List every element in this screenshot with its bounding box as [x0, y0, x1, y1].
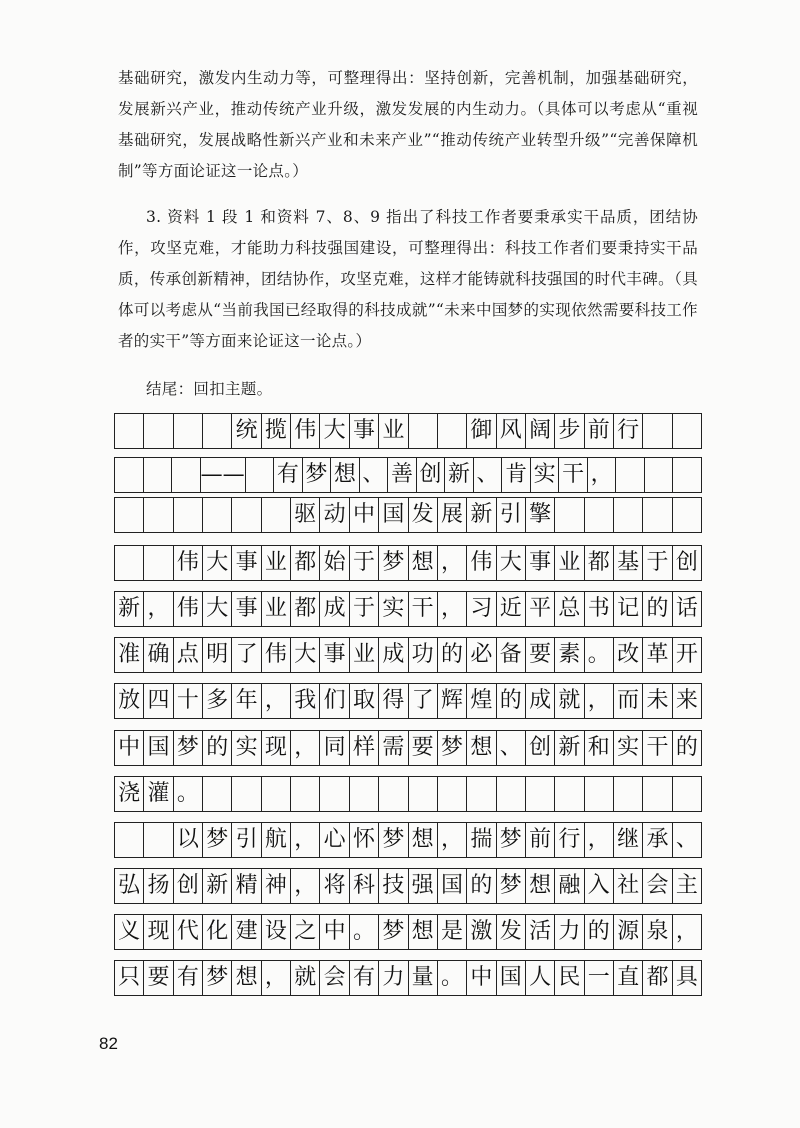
grid-cell: [409, 414, 438, 448]
grid-cell: [526, 777, 555, 811]
grid-cell: 国: [379, 498, 408, 532]
grid-cell: [673, 414, 702, 448]
grid-cell: [115, 823, 144, 857]
grid-row: [114, 730, 702, 766]
grid-cell: 引: [497, 498, 526, 532]
grid-row: [114, 545, 702, 581]
grid-cell: 灌: [144, 777, 173, 811]
grid-cell: 浇: [115, 777, 144, 811]
grid-cell: ，: [438, 546, 467, 580]
grid-cell: 梦: [379, 823, 408, 857]
grid-cell: 技: [379, 869, 408, 903]
grid-cell: [144, 414, 173, 448]
grid-cell: 动: [320, 498, 349, 532]
grid-cell: 想: [526, 869, 555, 903]
grid-cell: 的: [203, 731, 232, 765]
grid-cell: [144, 458, 173, 492]
grid-cell: 要: [409, 731, 438, 765]
grid-cell: 于: [350, 546, 379, 580]
grid-cell: 事: [232, 546, 261, 580]
grid-cell: 基: [614, 546, 643, 580]
grid-cell: 力: [379, 961, 408, 995]
grid-cell: ，: [291, 823, 320, 857]
grid-cell: 煌: [467, 684, 496, 718]
grid-cell: [585, 498, 614, 532]
grid-cell: 梦: [379, 915, 408, 949]
grid-cell: 习: [467, 592, 496, 626]
grid-cell: 中: [467, 961, 496, 995]
grid-cell: 想: [331, 458, 360, 492]
grid-cell: 大: [497, 546, 526, 580]
grid-row: [114, 637, 702, 673]
grid-cell: 想: [409, 823, 438, 857]
grid-cell: 想: [409, 546, 438, 580]
grid-cell: 了: [232, 638, 261, 672]
grid-cell: 。: [438, 961, 467, 995]
grid-cell: 业: [262, 546, 291, 580]
grid-row: [114, 497, 702, 533]
grid-cell: 成: [526, 684, 555, 718]
grid-cell: [616, 458, 645, 492]
grid-cell: 现: [262, 731, 291, 765]
grid-cell: 年: [232, 684, 261, 718]
grid-cell: 大: [291, 638, 320, 672]
grid-cell: 平: [526, 592, 555, 626]
grid-cell: 御: [467, 414, 496, 448]
paragraph-text: 基础研究，激发内生动力等，可整理得出：坚持创新，完善机制，加强基础研究，发展新兴产业，推动传统产业升级，激发发展的内生动力。（具体可以考虑从“重视基础研究，发展战略性新兴产业和未来产业”“推动传统产业转型升级”“完善保障机制”等方面论证这一论点。）: [118, 69, 698, 180]
grid-cell: 点: [174, 638, 203, 672]
grid-cell: 大: [320, 414, 349, 448]
grid-cell: 现: [144, 915, 173, 949]
grid-cell: 实: [232, 731, 261, 765]
grid-cell: 肯: [502, 458, 531, 492]
grid-cell: 事: [232, 592, 261, 626]
grid-cell: 神: [262, 869, 291, 903]
grid-cell: 四: [144, 684, 173, 718]
grid-cell: 都: [643, 961, 672, 995]
grid-cell: 梦: [438, 731, 467, 765]
grid-cell: [115, 546, 144, 580]
grid-cell: [144, 498, 173, 532]
grid-cell: 了: [409, 684, 438, 718]
grid-cell: 于: [350, 592, 379, 626]
grid-cell: 备: [497, 638, 526, 672]
grid-row: [114, 776, 702, 812]
grid-cell: 擎: [526, 498, 555, 532]
grid-cell: [643, 414, 672, 448]
grid-cell: 实: [614, 731, 643, 765]
grid-cell: 实: [531, 458, 560, 492]
grid-cell: 一: [585, 961, 614, 995]
grid-cell: [172, 458, 201, 492]
grid-cell: 的: [585, 915, 614, 949]
grid-cell: 国: [497, 961, 526, 995]
grid-cell: 成: [320, 592, 349, 626]
grid-cell: 想: [467, 731, 496, 765]
grid-cell: [203, 777, 232, 811]
grid-cell: ，: [262, 684, 291, 718]
grid-cell: ，: [144, 592, 173, 626]
grid-cell: [320, 777, 349, 811]
grid-cell: 发: [497, 915, 526, 949]
grid-cell: 、: [360, 458, 389, 492]
grid-cell: 驱: [291, 498, 320, 532]
grid-cell: 书: [585, 592, 614, 626]
grid-cell: 改: [614, 638, 643, 672]
grid-cell: 化: [203, 915, 232, 949]
grid-cell: [438, 777, 467, 811]
grid-cell: 之: [291, 915, 320, 949]
grid-cell: 中: [320, 915, 349, 949]
grid-cell: 来: [673, 684, 702, 718]
grid-cell: 功: [409, 638, 438, 672]
grid-cell: 必: [467, 638, 496, 672]
grid-cell: 源: [614, 915, 643, 949]
grid-cell: 记: [614, 592, 643, 626]
grid-cell: 揣: [467, 823, 496, 857]
grid-cell: 设: [262, 915, 291, 949]
grid-cell: [144, 546, 173, 580]
grid-cell: 以: [174, 823, 203, 857]
grid-cell: 业: [262, 592, 291, 626]
grid-cell: 新: [555, 731, 584, 765]
grid-cell: 。: [350, 915, 379, 949]
grid-cell: 代: [174, 915, 203, 949]
grid-cell: 航: [262, 823, 291, 857]
grid-cell: 梦: [174, 731, 203, 765]
grid-cell: 具: [673, 961, 702, 995]
grid-cell: 的: [673, 731, 702, 765]
grid-cell: 伟: [174, 592, 203, 626]
grid-cell: 入: [585, 869, 614, 903]
grid-cell: 伟: [467, 546, 496, 580]
grid-cell: [291, 777, 320, 811]
grid-cell: 直: [614, 961, 643, 995]
grid-cell: 前: [526, 823, 555, 857]
grid-cell: 风: [497, 414, 526, 448]
grid-row: [114, 591, 702, 627]
grid-cell: 力: [555, 915, 584, 949]
grid-cell: 义: [115, 915, 144, 949]
grid-row: [114, 457, 702, 493]
grid-cell: 事: [350, 414, 379, 448]
grid-cell: 泉: [643, 915, 672, 949]
grid-cell: 梦: [203, 961, 232, 995]
grid-cell: 干: [643, 731, 672, 765]
grid-cell: 国: [438, 869, 467, 903]
grid-cell: 统: [232, 414, 261, 448]
grid-cell: [350, 777, 379, 811]
grid-cell: 量: [409, 961, 438, 995]
paragraph-text: 结尾：回扣主题。: [146, 380, 273, 398]
grid-cell: 。: [585, 638, 614, 672]
grid-cell: 我: [291, 684, 320, 718]
grid-cell: 只: [115, 961, 144, 995]
grid-cell: 有: [174, 961, 203, 995]
grid-cell: 揽: [262, 414, 291, 448]
grid-cell: 事: [320, 638, 349, 672]
grid-cell: 有: [274, 458, 303, 492]
grid-cell: 都: [585, 546, 614, 580]
grid-cell: ，: [588, 458, 617, 492]
grid-cell: 要: [526, 638, 555, 672]
grid-cell: 总: [555, 592, 584, 626]
grid-cell: 将: [320, 869, 349, 903]
printed-paragraph-1: [118, 63, 698, 187]
grid-cell: [115, 414, 144, 448]
grid-cell: 想: [409, 915, 438, 949]
grid-cell: 善: [388, 458, 417, 492]
grid-row: [114, 413, 702, 449]
grid-cell: 事: [526, 546, 555, 580]
grid-cell: [262, 498, 291, 532]
printed-paragraph-3: [118, 374, 698, 405]
grid-cell: 的: [467, 869, 496, 903]
grid-cell: [409, 777, 438, 811]
grid-cell: [555, 498, 584, 532]
grid-cell: [555, 777, 584, 811]
grid-cell: 有: [350, 961, 379, 995]
grid-cell: 近: [497, 592, 526, 626]
grid-cell: [614, 777, 643, 811]
grid-cell: 建: [232, 915, 261, 949]
grid-cell: 梦: [379, 546, 408, 580]
grid-cell: [643, 777, 672, 811]
grid-cell: [467, 777, 496, 811]
grid-cell: [379, 777, 408, 811]
grid-cell: 中: [115, 731, 144, 765]
grid-cell: [232, 498, 261, 532]
grid-cell: 会: [320, 961, 349, 995]
grid-cell: 要: [144, 961, 173, 995]
grid-cell: [643, 498, 672, 532]
grid-cell: [246, 458, 275, 492]
grid-cell: 业: [379, 414, 408, 448]
grid-cell: 激: [467, 915, 496, 949]
grid-cell: 伟: [174, 546, 203, 580]
grid-cell: 主: [673, 869, 702, 903]
grid-cell: ，: [291, 731, 320, 765]
grid-cell: [203, 498, 232, 532]
grid-cell: ，: [262, 961, 291, 995]
grid-cell: [585, 777, 614, 811]
grid-cell: 干: [559, 458, 588, 492]
grid-cell: 的: [438, 638, 467, 672]
grid-cell: 始: [320, 546, 349, 580]
grid-cell: 怀: [350, 823, 379, 857]
grid-cell: 梦: [303, 458, 332, 492]
grid-cell: 引: [232, 823, 261, 857]
grid-cell: ，: [673, 915, 702, 949]
paragraph-text: 3. 资料 1 段 1 和资料 7、8、9 指出了科技工作者要秉承实干品质，团结协作，攻坚克难，才能助力科技强国建设，可整理得出：科技工作者们要秉持实干品质，传承创新精神，团结协作，攻坚克难，这样才能铸就科技强国的时代丰碑。（具体可以考虑从“当前我国已经取得的科技成就”“未来中国梦的实现依然需要科技工作者的实干”等方面来论证这一论点。）: [118, 208, 698, 350]
grid-cell: 而: [614, 684, 643, 718]
grid-cell: 步: [555, 414, 584, 448]
grid-cell: 科: [350, 869, 379, 903]
grid-cell: 同: [320, 731, 349, 765]
grid-cell: [115, 498, 144, 532]
grid-cell: 新: [115, 592, 144, 626]
grid-cell: 创: [673, 546, 702, 580]
grid-cell: ，: [585, 823, 614, 857]
grid-cell: 准: [115, 638, 144, 672]
grid-cell: [673, 498, 702, 532]
grid-cell: 扬: [144, 869, 173, 903]
grid-cell: 。: [174, 777, 203, 811]
grid-cell: [203, 414, 232, 448]
page-number: 82: [99, 1034, 118, 1053]
grid-cell: 行: [614, 414, 643, 448]
grid-row: [114, 683, 702, 719]
grid-cell: 融: [555, 869, 584, 903]
grid-cell: [174, 414, 203, 448]
grid-cell: 活: [526, 915, 555, 949]
grid-cell: 创: [417, 458, 446, 492]
grid-cell: 弘: [115, 869, 144, 903]
grid-cell: 革: [643, 638, 672, 672]
grid-cell: 都: [291, 546, 320, 580]
grid-cell: 创: [174, 869, 203, 903]
grid-cell: 人: [526, 961, 555, 995]
grid-cell: 中: [350, 498, 379, 532]
grid-cell: [438, 414, 467, 448]
grid-cell: 精: [232, 869, 261, 903]
grid-cell: 们: [320, 684, 349, 718]
grid-cell: 梦: [497, 869, 526, 903]
grid-cell: 就: [291, 961, 320, 995]
grid-cell: [232, 777, 261, 811]
grid-cell: 社: [614, 869, 643, 903]
grid-cell: 实: [379, 592, 408, 626]
grid-cell: 辉: [438, 684, 467, 718]
grid-cell: 国: [144, 731, 173, 765]
grid-cell: 样: [350, 731, 379, 765]
grid-cell: 的: [497, 684, 526, 718]
grid-cell: 行: [555, 823, 584, 857]
grid-cell: 业: [350, 638, 379, 672]
grid-cell: 成: [379, 638, 408, 672]
grid-cell: 阔: [526, 414, 555, 448]
grid-cell: 承: [643, 823, 672, 857]
grid-cell: 明: [203, 638, 232, 672]
grid-row: [114, 868, 702, 904]
grid-cell: 、: [474, 458, 503, 492]
grid-cell: ——: [201, 458, 246, 492]
grid-cell: 得: [379, 684, 408, 718]
grid-cell: 需: [379, 731, 408, 765]
grid-cell: 、: [673, 823, 702, 857]
grid-cell: 会: [643, 869, 672, 903]
grid-cell: [115, 458, 144, 492]
grid-row: [114, 914, 702, 950]
grid-cell: 大: [203, 592, 232, 626]
grid-cell: 确: [144, 638, 173, 672]
grid-cell: 伟: [291, 414, 320, 448]
grid-cell: 未: [643, 684, 672, 718]
grid-cell: 梦: [497, 823, 526, 857]
grid-cell: 、: [497, 731, 526, 765]
grid-cell: [673, 458, 702, 492]
grid-cell: 话: [673, 592, 702, 626]
grid-cell: 新: [467, 498, 496, 532]
grid-cell: 就: [555, 684, 584, 718]
grid-cell: 和: [585, 731, 614, 765]
grid-cell: 的: [643, 592, 672, 626]
grid-cell: ，: [438, 823, 467, 857]
grid-cell: 民: [555, 961, 584, 995]
grid-cell: [673, 777, 702, 811]
grid-row: [114, 960, 702, 996]
grid-cell: ，: [291, 869, 320, 903]
grid-cell: 伟: [262, 638, 291, 672]
grid-cell: [614, 498, 643, 532]
grid-cell: [174, 498, 203, 532]
printed-paragraph-2: [118, 202, 698, 357]
grid-cell: [262, 777, 291, 811]
grid-cell: 都: [291, 592, 320, 626]
grid-cell: 干: [409, 592, 438, 626]
grid-cell: 心: [320, 823, 349, 857]
grid-cell: 梦: [203, 823, 232, 857]
grid-row: [114, 822, 702, 858]
grid-cell: 开: [673, 638, 702, 672]
grid-cell: 是: [438, 915, 467, 949]
grid-cell: ，: [438, 592, 467, 626]
grid-cell: 新: [203, 869, 232, 903]
grid-cell: 业: [555, 546, 584, 580]
grid-cell: [144, 823, 173, 857]
grid-cell: 强: [409, 869, 438, 903]
grid-cell: 发: [409, 498, 438, 532]
grid-cell: 新: [445, 458, 474, 492]
grid-cell: [645, 458, 674, 492]
grid-cell: 素: [555, 638, 584, 672]
grid-cell: 继: [614, 823, 643, 857]
grid-cell: 取: [350, 684, 379, 718]
grid-cell: 创: [526, 731, 555, 765]
grid-cell: 放: [115, 684, 144, 718]
grid-cell: ，: [585, 684, 614, 718]
grid-cell: 十: [174, 684, 203, 718]
grid-cell: 大: [203, 546, 232, 580]
grid-cell: [497, 777, 526, 811]
grid-cell: 想: [232, 961, 261, 995]
grid-cell: 多: [203, 684, 232, 718]
grid-cell: 前: [585, 414, 614, 448]
grid-cell: 于: [643, 546, 672, 580]
grid-cell: 展: [438, 498, 467, 532]
